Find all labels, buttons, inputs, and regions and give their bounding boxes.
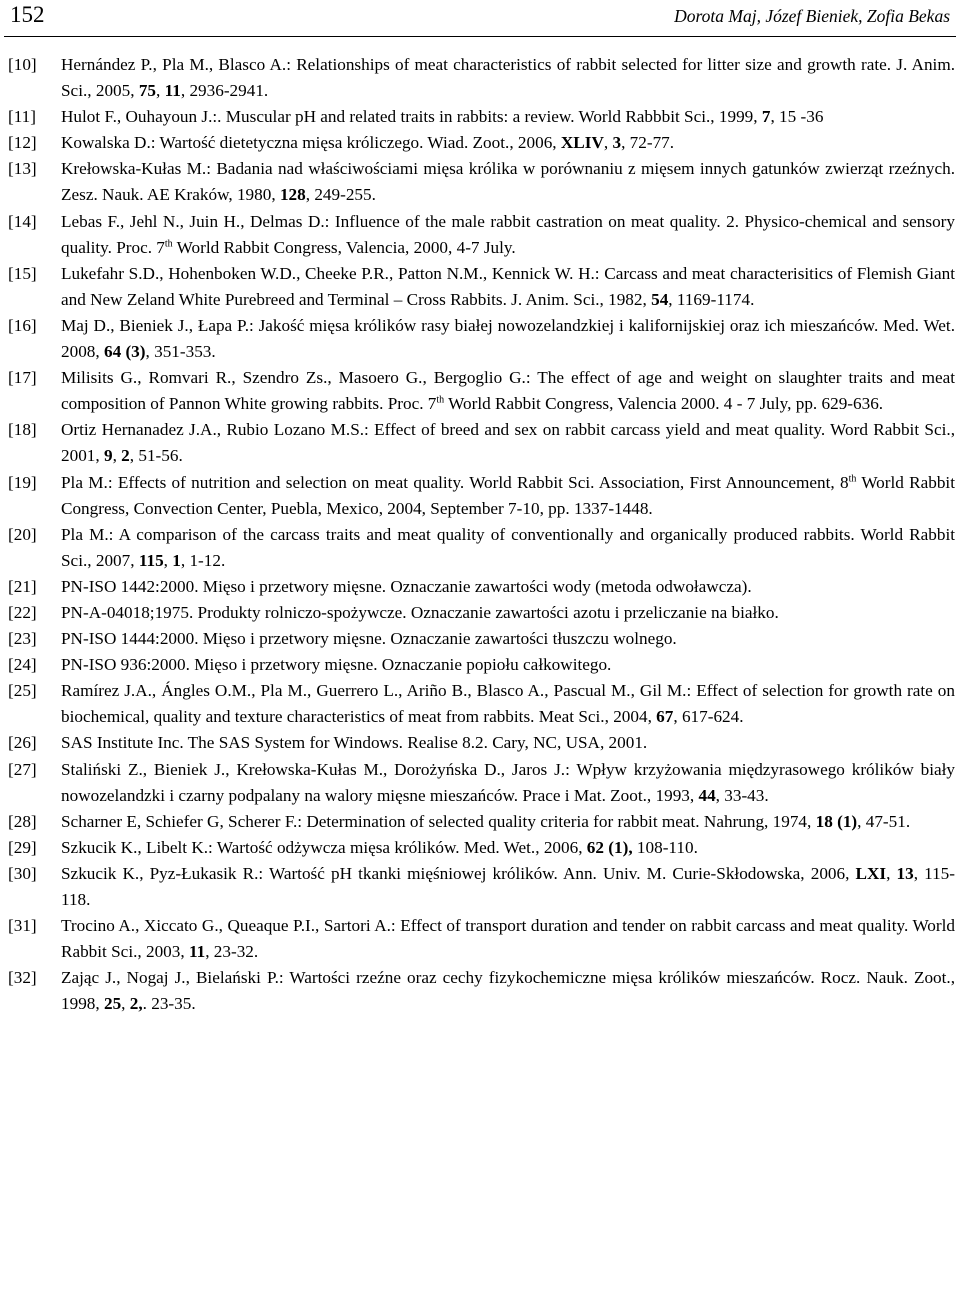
reference-fragment: , [886,863,897,883]
reference-fragment: , 47-51. [857,811,911,831]
bold-text: 62 (1), [586,837,633,857]
reference-fragment: Pla M.: A comparison of the carcass traits and meat quality of conventionally and organically produced rabbits. World Rabbit Sci., 2007, [61,524,955,570]
reference-number: [11] [8,107,36,127]
reference-text [61,130,955,156]
reference-text [61,417,955,469]
bold-text: 2, [129,994,143,1014]
reference-text [61,156,955,208]
reference-number: [23] [8,629,37,649]
reference-number: [29] [8,837,37,857]
reference-text [61,261,955,313]
reference-fragment: Hulot F., Ouhayoun J.:. Muscular pH and related traits in rabbits: a review. World Rabbbit Sci., 1999, [61,107,762,127]
reference-fragment: , 2936-2941. [180,81,269,101]
bold-text: (1) [837,811,858,831]
reference-item [8,861,955,913]
bold-text: 115 [138,550,164,570]
reference-fragment: , [112,446,122,466]
reference-text [61,600,955,626]
reference-fragment: Szkucik K., Pyz-Łukasik R.: Wartość pH tkanki mięśniowej królików. Ann. Univ. M. Curie-Skłodowska, 2006, [61,863,856,883]
bold-text: LXI [855,863,887,883]
reference-text [61,757,955,809]
reference-text [61,52,955,104]
page-number: 152 [10,2,45,27]
reference-number: [17] [8,368,37,388]
bold-text: 11 [188,942,206,962]
reference-number: [30] [8,863,37,883]
reference-text [61,652,955,678]
reference-text [61,730,955,756]
bold-text: 2 [121,446,130,466]
reference-text [61,809,955,835]
reference-item [8,600,955,626]
reference-item [8,417,955,469]
reference-fragment: PN-ISO 936:2000. Mięso i przetwory mięsne. Oznaczanie popiołu całkowitego. [61,655,612,675]
reference-text [61,365,955,417]
reference-fragment: Kowalska D.: Wartość dietetyczna mięsa króliczego. Wiad. Zoot., 2006, [61,133,561,153]
reference-fragment: Trocino A., Xiccato G., Queaque P.I., Sartori A.: Effect of transport duration and tender on rabbit carcass and meat quality. World Rabbit Sci., 2003, [61,916,955,962]
reference-fragment: Scharner E, Schiefer G, Scherer F.: Determination of selected quality criteria for rabbit meat. Nahrung, 1974, [61,811,816,831]
reference-text [61,913,955,965]
reference-fragment: , 1-12. [180,550,226,570]
reference-number: [10] [8,55,37,74]
reference-fragment: , [603,133,613,153]
reference-number: [25] [8,681,37,701]
bold-text: XLIV [560,133,604,153]
reference-fragment: World Rabbit Congress, Valencia, 2000, 4-7 July. [172,237,516,257]
reference-item [8,626,955,652]
reference-item [8,156,955,208]
reference-item [8,522,955,574]
reference-fragment: 108-110. [632,837,698,857]
reference-number: [28] [8,811,37,831]
bold-text: 128 [279,185,306,205]
reference-text [61,626,955,652]
reference-fragment: Zając J., Nogaj J., Bielański P.: Wartości rzeźne oraz cechy fizykochemiczne mięsa królików mieszańców. Rocz. Nauk. Zoot., 1998, [61,968,955,1014]
reference-item [8,965,955,1017]
reference-number: [16] [8,315,37,335]
bold-text: 9 [103,446,113,466]
reference-item [8,52,955,104]
header-divider [4,36,956,37]
reference-text [61,522,955,574]
reference-fragment: Lukefahr S.D., Hohenboken W.D., Cheeke P.R., Patton N.M., Kennick W. H.: Carcass and meat characterisitics of Flemish Giant and New Zeland White Purebreed and Terminal – Cross Rabbits. J. Anim. Sci., 1982, [61,263,955,309]
reference-fragment: , 33-43. [715,785,769,805]
reference-fragment: PN-A-04018;1975. Produkty rolniczo-spożywcze. Oznaczanie zawartości azotu i przeliczanie na białko. [61,602,779,622]
reference-number: [31] [8,916,37,936]
bold-text: 13 [896,863,914,883]
reference-fragment: SAS Institute Inc. The SAS System for Windows. Realise 8.2. Cary, NC, USA, 2001. [61,733,648,753]
reference-item [8,209,955,261]
reference-item [8,365,955,417]
bold-text: 3 [612,133,622,153]
reference-fragment: Krełowska-Kułas M.: Badania nad właściwościami mięsa królika w porównaniu z mięsem innych gatunków zwierząt rzeźnych. Zesz. Nauk. AE Kraków, 1980, [61,159,955,205]
reference-fragment: , 51-56. [129,446,183,466]
reference-fragment: , 15 -36 [770,107,824,127]
reference-fragment: Lebas F., Jehl N., Juin H., Delmas D.: Influence of the male rabbit castration on meat quality. 2. Physico-chemical and sensory quality. Proc. 7 [61,211,955,257]
bold-text: 1 [172,550,181,570]
reference-item [8,757,955,809]
reference-text [61,861,955,913]
reference-fragment: , 1169-1174. [668,289,755,309]
bold-text: 11 [164,81,181,101]
running-head: Dorota Maj, Józef Bieniek, Zofia Bekas [674,6,950,26]
reference-number: [15] [8,263,37,283]
reference-fragment: Szkucik K., Libelt K.: Wartość odżywcza mięsa królików. Med. Wet., 2006, [61,837,587,857]
page-header [10,2,950,32]
reference-number: [18] [8,420,37,440]
reference-text [61,470,955,522]
reference-item [8,913,955,965]
reference-item [8,678,955,730]
superscript-text: th [436,394,445,406]
bold-text: 7 [761,107,771,127]
reference-item [8,835,955,861]
reference-number: [22] [8,602,37,622]
reference-text [61,965,955,1017]
reference-text [61,104,955,130]
reference-text [61,574,955,600]
superscript-text: th [164,237,173,249]
reference-fragment: Staliński Z., Bieniek J., Krełowska-Kułas M., Dorożyńska D., Jaros J.: Wpływ krzyżowania międzyrasowego królików biały nowozelandzki i czarny podpalany na walory mięsne mieszańców. Prace i Mat. Zoot., 1993, [61,759,955,805]
reference-fragment: World Rabbit Congress, Valencia 2000. 4 - 7 July, pp. 629-636. [444,394,884,414]
reference-fragment: Pla M.: Effects of nutrition and selection on meat quality. World Rabbit Sci. Association, First Announcement, 8 [61,472,849,492]
reference-item [8,574,955,600]
reference-fragment: , 23-32. [205,942,259,962]
reference-item [8,652,955,678]
reference-number: [24] [8,655,37,675]
reference-item [8,730,955,756]
reference-fragment: , 351-353. [145,342,216,362]
reference-fragment: , [163,550,173,570]
reference-number: [21] [8,576,37,596]
reference-item [8,809,955,835]
reference-item [8,104,955,130]
reference-fragment: Hernández P., Pla M., Blasco A.: Relationships of meat characteristics of rabbit selected for litter size and growth rate. J. Anim. Sci., 2005, [61,55,955,101]
reference-text [61,313,955,365]
reference-text [61,209,955,261]
reference-fragment: World Rabbit Congress, Convection Center, Puebla, Mexico, 2004, September 7-10, pp. 1337-1448. [61,472,955,518]
bold-text: 67 [656,707,674,727]
reference-fragment: . 23-35. [142,994,196,1014]
reference-number: [13] [8,159,37,179]
bold-text: 75 [138,81,157,101]
reference-item [8,470,955,522]
reference-text [61,835,955,861]
bold-text: 54 [651,289,669,309]
bold-text: 64 (3) [103,342,146,362]
reference-number: [27] [8,759,37,779]
bold-text: 44 [698,785,716,805]
reference-item [8,130,955,156]
reference-fragment: PN-ISO 1442:2000. Mięso i przetwory mięsne. Oznaczanie zawartości wody (metoda odwoławcza). [61,576,752,596]
reference-number: [14] [8,211,37,231]
reference-number: [20] [8,524,37,544]
bold-text: 25 [103,994,122,1014]
reference-text [61,678,955,730]
reference-fragment: Ramírez J.A., Ángles O.M., Pla M., Guerrero L., Ariño B., Blasco A., Pascual M., Gil M.: Effect of selection for growth rate on biochemical, quality and texture characteristics of meat from rabbits. Meat Sci., 2004, [61,681,955,727]
reference-fragment: , [121,994,130,1014]
reference-number: [26] [8,733,37,753]
reference-number: [12] [8,133,37,153]
reference-fragment: , 617-624. [673,707,744,727]
reference-fragment: Milisits G., Romvari R., Szendro Zs., Masoero G., Bergoglio G.: The effect of age and weight on slaughter traits and meat composition of Pannon White growing rabbits. Proc. 7 [61,368,955,414]
superscript-text: th [848,472,857,484]
reference-fragment: Maj D., Bieniek J., Łapa P.: Jakość mięsa królików rasy białej nowozelandzkiej i kalifornijskiej oraz ich mieszańców. Med. Wet. 2008, [61,315,955,362]
reference-fragment: Ortiz Hernanadez J.A., Rubio Lozano M.S.: Effect of breed and sex on rabbit carcass yield and meat quality. Word Rabbit Sci., 2001, [61,420,955,466]
reference-item [8,313,955,365]
reference-fragment: , 249-255. [305,185,376,205]
reference-number: [32] [8,968,37,988]
reference-fragment: PN-ISO 1444:2000. Mięso i przetwory mięsne. Oznaczanie zawartości tłuszczu wolnego. [61,629,677,649]
reference-fragment: , 72-77. [621,133,675,153]
reference-list [8,52,955,1017]
reference-fragment: , [156,81,165,101]
reference-fragment: , 115-118. [61,863,955,909]
bold-text: 18 [815,811,833,831]
reference-number: [19] [8,472,37,492]
reference-item [8,261,955,313]
